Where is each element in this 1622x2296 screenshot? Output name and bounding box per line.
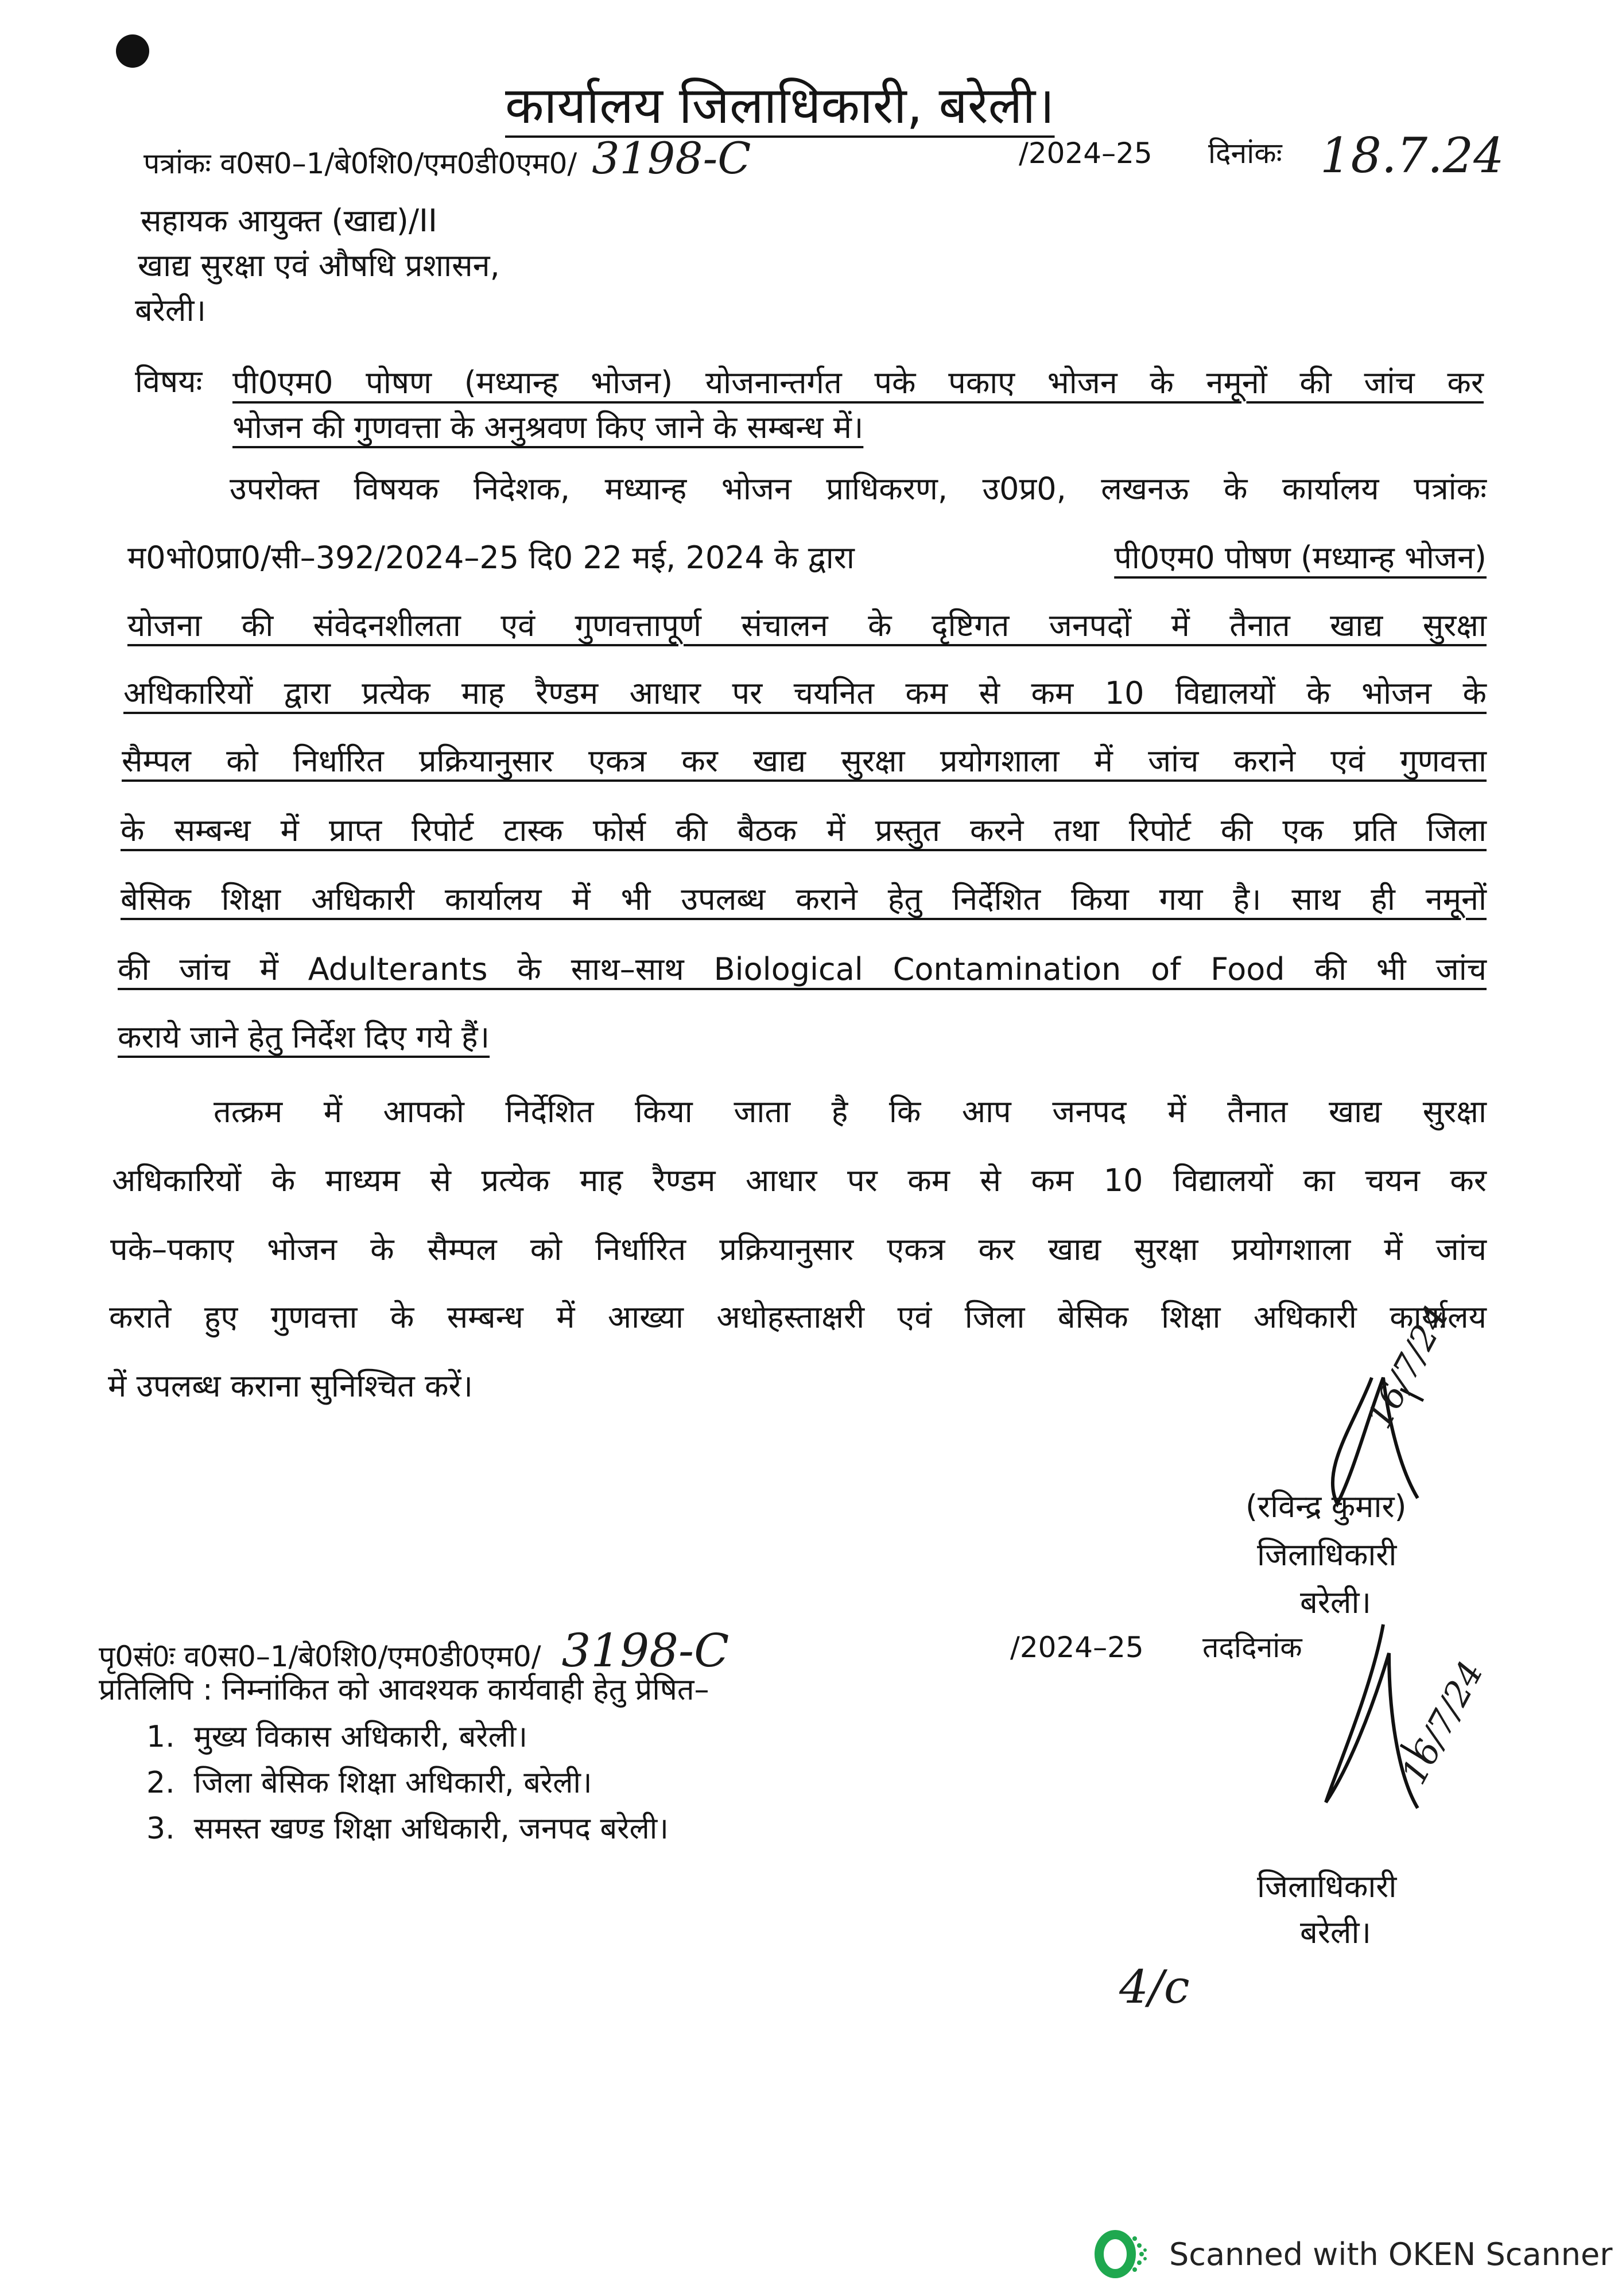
signatory-2-designation: जिलाधिकारी: [1257, 1868, 1397, 1905]
para1-line-7: बेसिक शिक्षा अधिकारी कार्यालय में भी उपलब्ध कराने हेतु निर्देशित किया गया है। साथ ही नमूनों: [121, 881, 1487, 917]
para2-line-2: अधिकारियों के माध्यम से प्रत्येक माह रैण्डम आधार पर कम से कम 10 विद्यालयों का चयन कर: [112, 1162, 1487, 1199]
para2-line-3: पके–पकाए भोजन के सैम्पल को निर्धारित प्रक्रियानुसार एकत्र कर खाद्य सुरक्षा प्रयोगशाला में जांच: [110, 1231, 1487, 1267]
scanner-watermark-text: Scanned with OKEN Scanner: [1169, 2236, 1613, 2272]
addressee-line: सहायक आयुक्त (खाद्य)/II: [141, 203, 437, 239]
date-label: दिनांकः: [1208, 137, 1282, 170]
copy-recipient: 2. जिला बेसिक शिक्षा अधिकारी, बरेली।: [146, 1766, 592, 1800]
subject-line-2: भोजन की गुणवत्ता के अनुश्रवण किए जाने के सम्बन्ध में।: [232, 409, 864, 445]
subject-line-1: पी0एम0 पोषण (मध्यान्ह भोजन) योजनान्तर्गत पके पकाए भोजन के नमूनों की जांच कर: [232, 364, 1484, 401]
signatory-name: (रविन्द्र कुमार): [1245, 1488, 1407, 1525]
signatory-place: बरेली।: [1300, 1584, 1371, 1620]
copy-ref-number-handwritten: 3198-C: [561, 1624, 729, 1677]
ref-year: /2024–25: [1019, 137, 1153, 170]
scanner-watermark: [1093, 2228, 1612, 2280]
ref-prefix: पत्रांकः व0स0–1/बे0शि0/एम0डी0एम0/: [143, 147, 577, 180]
copy-intro: प्रतिलिपि : निम्नांकित को आवश्यक कार्यवाही हेतु प्रेषित–: [99, 1673, 709, 1707]
para1-line-4: अधिकारियों द्वारा प्रत्येक माह रैण्डम आधार पर चयनित कम से कम 10 विद्यालयों के भोजन के: [123, 675, 1487, 711]
para2-line-1: तत्क्रम में आपको निर्देशित किया जाता है कि आप जनपद में तैनात खाद्य सुरक्षा: [214, 1093, 1487, 1130]
addressee-line: बरेली।: [135, 292, 206, 328]
reference-line: [143, 133, 751, 184]
para1-line-3: योजना की संवेदनशीलता एवं गुणवत्तापूर्ण संचालन के दृष्टिगत जनपदों में तैनात खाद्य सुरक्षा: [127, 607, 1487, 643]
copy-same-date: तददिनांक: [1202, 1631, 1302, 1664]
ref-number-handwritten: 3198-C: [592, 133, 751, 184]
addressee-line: खाद्य सुरक्षा एवं औषधि प्रशासन,: [138, 247, 500, 284]
signature-2-date: 16/7/24: [1394, 1654, 1492, 1791]
para2-line-4: कराते हुए गुणवत्ता के सम्बन्ध में आख्या अधोहस्ताक्षरी एवं जिला बेसिक शिक्षा अधिकारी कार्यालय: [109, 1299, 1487, 1335]
signature-1-date: 16/7/24: [1359, 1298, 1457, 1435]
handwritten-note: 4/c: [1119, 1960, 1190, 2014]
para1-line-2: [127, 540, 1487, 576]
para1-line-2b: पी0एम0 पोषण (मध्यान्ह भोजन): [1114, 540, 1487, 576]
copy-recipient: 1. मुख्य विकास अधिकारी, बरेली।: [146, 1720, 528, 1754]
signature-2: [1286, 1619, 1527, 1860]
office-title: कार्यालय जिलाधिकारी, बरेली।: [505, 76, 1055, 135]
para1-line-8: की जांच में Adulterants के साथ–साथ Biological Contamination of Food की भी जांच: [118, 951, 1487, 987]
punch-mark: [116, 34, 149, 68]
copy-ref-prefix: पृ0सं0ः व0स0–1/बे0शि0/एम0डी0एम0/: [99, 1640, 541, 1673]
para1-line-1: उपरोक्त विषयक निदेशक, मध्यान्ह भोजन प्राधिकरण, उ0प्र0, लखनऊ के कार्यालय पत्रांकः: [230, 471, 1487, 507]
copy-reference-line: [99, 1624, 729, 1677]
copy-ref-year: /2024–25: [1010, 1631, 1144, 1664]
date-handwritten: 18.7.24: [1320, 127, 1504, 184]
signatory-designation: जिलाधिकारी: [1257, 1537, 1397, 1573]
para1-line-5: सैम्पल को निर्धारित प्रक्रियानुसार एकत्र कर खाद्य सुरक्षा प्रयोगशाला में जांच कराने एवं गुणवत्ता: [122, 743, 1487, 779]
oken-logo-icon: [1093, 2228, 1151, 2280]
para1-line-6: के सम्बन्ध में प्राप्त रिपोर्ट टास्क फोर्स की बैठक में प्रस्तुत करने तथा रिपोर्ट की एक प्रति जिला: [121, 812, 1487, 848]
copy-recipient: 3. समस्त खण्ड शिक्षा अधिकारी, जनपद बरेली।: [146, 1812, 669, 1846]
para2-line-5: में उपलब्ध कराना सुनिश्चित करें।: [108, 1368, 473, 1404]
subject-label: विषयः: [135, 363, 203, 400]
para1-line-2a: म0भो0प्रा0/सी–392/2024–25 दि0 22 मई, 2024 के द्वारा: [127, 540, 855, 576]
signatory-2-place: बरेली।: [1300, 1914, 1371, 1950]
para1-line-9: कराये जाने हेतु निर्देश दिए गये हैं।: [118, 1019, 490, 1055]
